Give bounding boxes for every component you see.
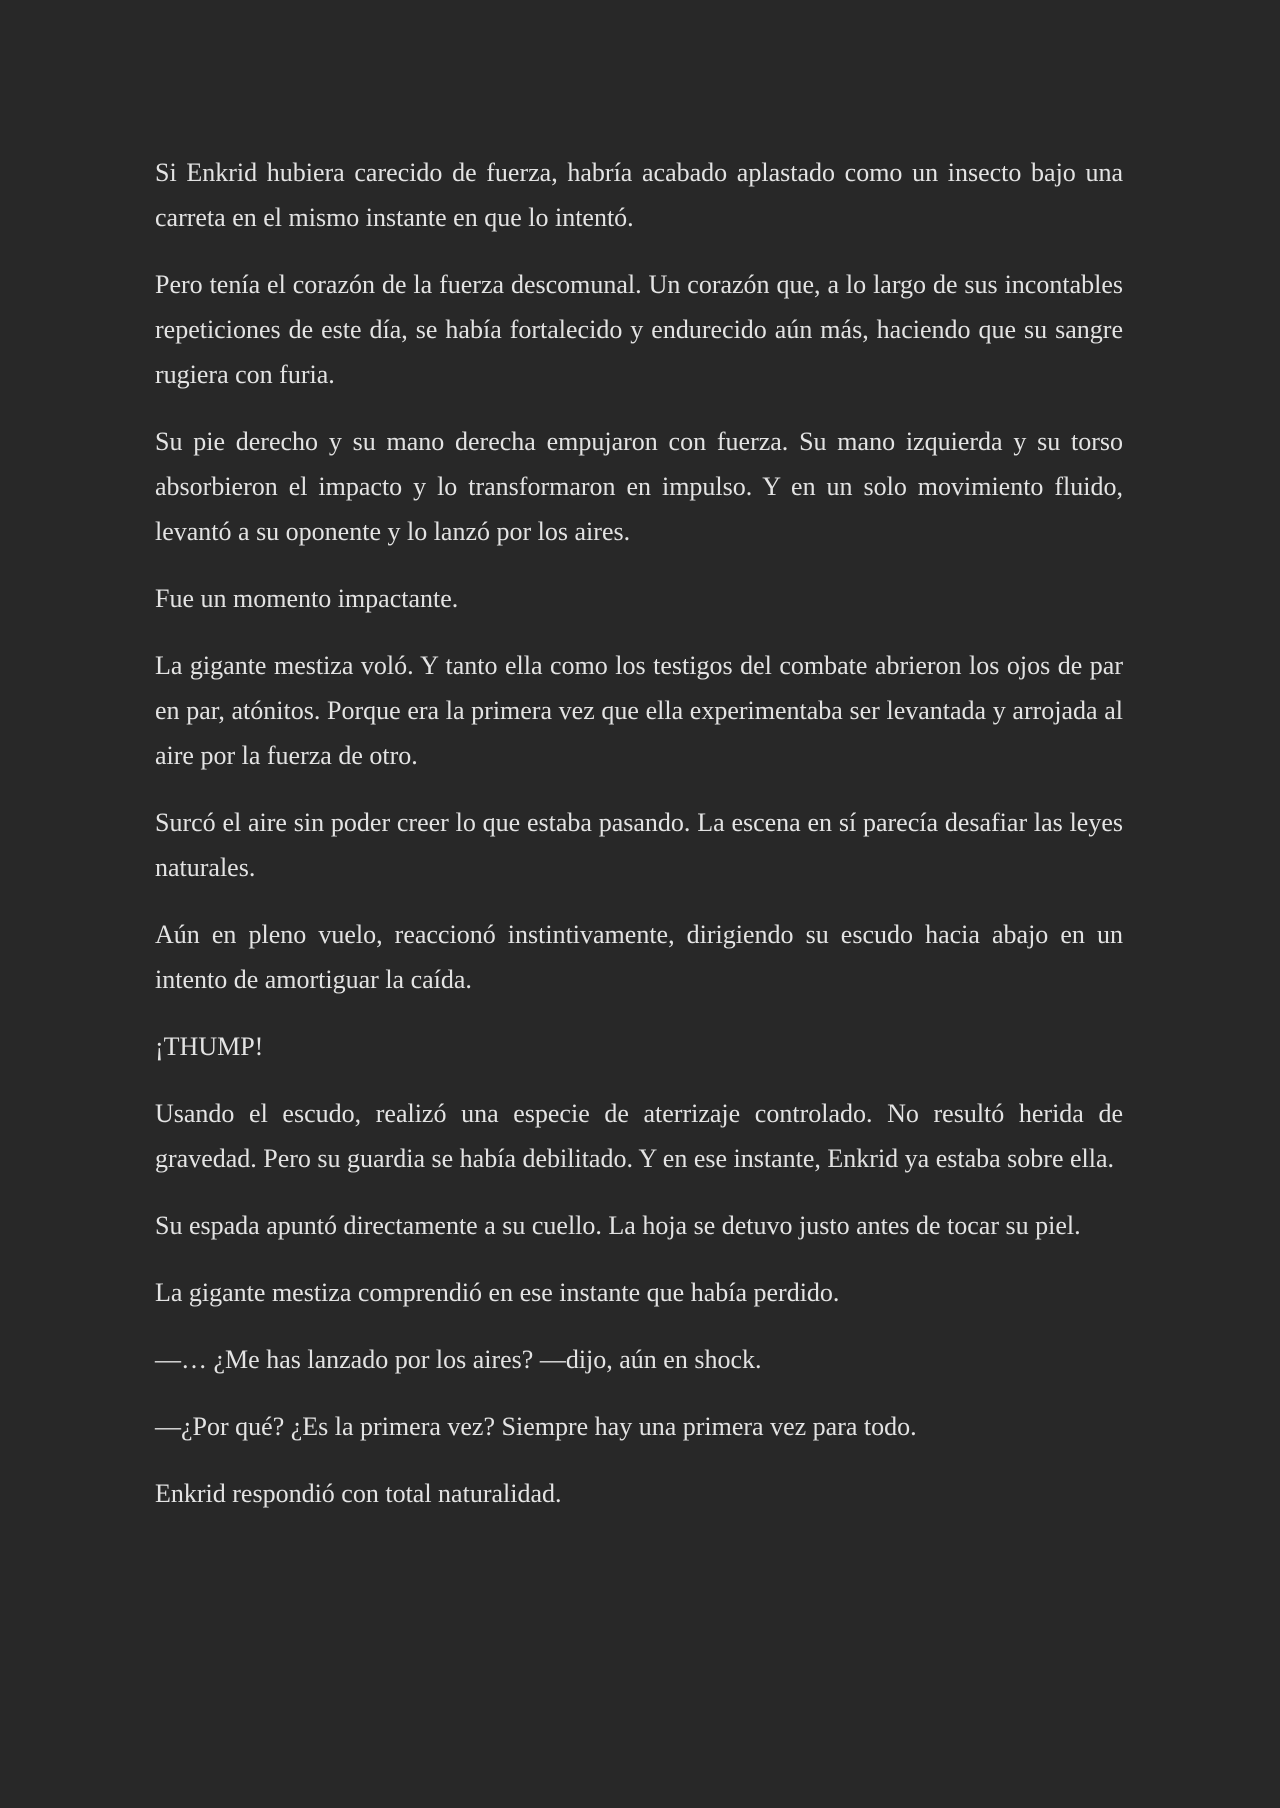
paragraph-13: —¿Por qué? ¿Es la primera vez? Siempre hay una primera vez para todo. bbox=[155, 1412, 917, 1441]
paragraph-3: Su pie derecho y su mano derecha empujaron con fuerza. Su mano izquierda y su torso absorbieron el impacto y lo transformaron en impulso. Y en un solo movimiento fluido, levantó a su oponente y lo lanzó por los aires. bbox=[155, 427, 1123, 546]
paragraph-9: Usando el escudo, realizó una especie de aterrizaje controlado. No resultó herida de gravedad. Pero su guardia se había debilitado. Y en ese instante, Enkrid ya estaba sobre ella. bbox=[155, 1099, 1123, 1173]
paragraph-8: ¡THUMP! bbox=[155, 1032, 264, 1061]
paragraph-1: Si Enkrid hubiera carecido de fuerza, habría acabado aplastado como un insecto bajo una carreta en el mismo instante en que lo intentó. bbox=[155, 158, 1123, 232]
paragraph-11: La gigante mestiza comprendió en ese instante que había perdido. bbox=[155, 1278, 840, 1307]
paragraph-7: Aún en pleno vuelo, reaccionó instintivamente, dirigiendo su escudo hacia abajo en un intento de amortiguar la caída. bbox=[155, 920, 1123, 994]
paragraph-14: Enkrid respondió con total naturalidad. bbox=[155, 1479, 562, 1508]
paragraph-12: —… ¿Me has lanzado por los aires? —dijo, aún en shock. bbox=[155, 1345, 762, 1374]
paragraph-10: Su espada apuntó directamente a su cuello. La hoja se detuvo justo antes de tocar su piel. bbox=[155, 1211, 1081, 1240]
paragraph-5: La gigante mestiza voló. Y tanto ella como los testigos del combate abrieron los ojos de par en par, atónitos. Porque era la primera vez que ella experimentaba ser levantada y arrojada al aire por la fuerza de otro. bbox=[155, 651, 1123, 770]
paragraph-4: Fue un momento impactante. bbox=[155, 584, 459, 613]
paragraph-2: Pero tenía el corazón de la fuerza descomunal. Un corazón que, a lo largo de sus incontables repeticiones de este día, se había fortalecido y endurecido aún más, haciendo que su sangre rugiera con furia. bbox=[155, 270, 1123, 389]
chapter-text bbox=[155, 150, 1123, 1538]
paragraph-6: Surcó el aire sin poder creer lo que estaba pasando. La escena en sí parecía desafiar las leyes naturales. bbox=[155, 808, 1123, 882]
